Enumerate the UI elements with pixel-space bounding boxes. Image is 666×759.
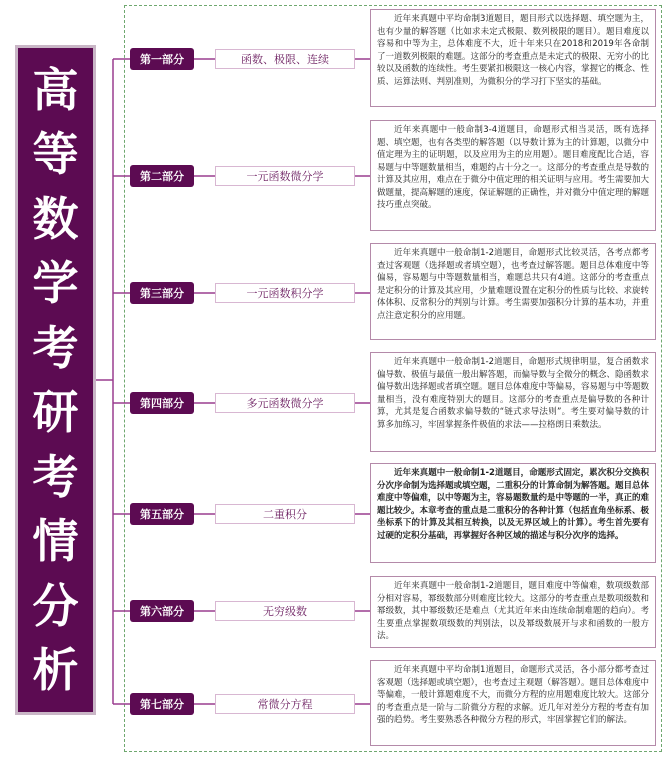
part-1-topic: 函数、极限、连续: [215, 49, 355, 69]
part-1-description: 近年来真题中平均命制3道题目，题目形式以选择题、填空题为主，也有少量的解答题（比如求未定式极限、数列极限的题目）。题目难度以容易和中等为主，总体难度不大，近十年来只在2018和2019年各命制了一道数列极限的难题。这部分的考查重点是未定式的极限、无穷小的比较以及函数的连续性。考生要紧扣极限这一核心内容，掌握它的概念、性质、运算法则、判别准则，为微积分的学习打下坚实的基础。: [370, 9, 656, 107]
part-4-description: 近年来真题中一般命制1-2道题目，命题形式规律明显，复合函数求偏导数、极值与最值一般出解答题，而偏导数与全微分的概念、隐函数求偏导数出选择题或者填空题。题目总体难度中等偏易，容易题与中等题数量相当，没有难度特别大的题目。这部分的考查重点是偏导数的各种计算，尤其是复合函数求偏导数的“链式求导法则”。考生要对偏导数的计算多加练习，牢固掌握条件极值的求法——拉格朗日乘数法。: [370, 352, 656, 452]
part-5-label: 第五部分: [130, 503, 194, 525]
title-char: 析: [32, 643, 79, 698]
title-char: 考: [32, 449, 79, 504]
part-4-topic: 多元函数微分学: [215, 393, 355, 413]
title-char: 研: [32, 385, 79, 440]
part-4-label: 第四部分: [130, 392, 194, 414]
part-7-description: 近年来真题中平均命制1道题目，命题形式灵活，各小部分都考查过客观题（选择题或填空题），也考查过主观题（解答题）。题目总体难度中等偏难，一般计算题难度不大，而微分方程的应用题难度比较大。这部分的考查重点是一阶与二阶微分方程的求解。近几年对差分方程的考查有加强的趋势。考生要熟悉各种微分方程的形式，牢固掌握它们的解法。: [370, 660, 656, 746]
part-6-label: 第六部分: [130, 600, 194, 622]
part-6-description: 近年来真题中一般命制1-2道题目，题目难度中等偏难，数项级数部分相对容易，幂级数部分则难度比较大。这部分的考查重点是数项级数和幂级数，其中幂级数还是难点（尤其近年来由连续命制难题的趋向）。考生要重点掌握数项级数的判别法，以及幂级数展开与求和函数的一般方法。: [370, 576, 656, 648]
title-char: 分: [32, 578, 79, 633]
part-3-topic: 一元函数积分学: [215, 283, 355, 303]
part-3-description: 近年来真题中一般命制1-2道题目，命题形式比较灵活，各考点都考查过客观题（选择题或者填空题），也考查过解答题。题目总体难度中等偏易，容易题与中等题数量相当，难题总共只有4道。这部分的考查重点是定积分的计算及其应用，少量难题设置在定积分的性质与比较、求旋转体体积、反常积分的判别与计算。考生需要加强积分计算的基本功，并重点注意定积分的应用题。: [370, 243, 656, 340]
part-5-description: 近年来真题中一般命制1-2道题目，命题形式固定，累次积分交换积分次序命制为选择题或填空题，二重积分的计算命制为解答题。题目总体难度中等偏难，以中等题为主，容易题数量约是中等题的一半，真正的难题比较少。本章考查的重点是二重积分的各种计算（包括直角坐标系、极坐标系下的计算及其相互转换，以及无界区域上的计算）。考生首先要有过硬的定积分基础，再掌握好各种区域的描述与积分次序的选择。: [370, 463, 656, 563]
part-5-topic: 二重积分: [215, 504, 355, 524]
part-7-label: 第七部分: [130, 693, 194, 715]
part-7-topic: 常微分方程: [215, 694, 355, 714]
title-char: 等: [32, 127, 79, 182]
part-3-label: 第三部分: [130, 282, 194, 304]
title-char: 情: [32, 514, 79, 569]
title-char: 考: [32, 320, 79, 375]
title-char: 数: [32, 191, 79, 246]
part-2-topic: 一元函数微分学: [215, 166, 355, 186]
part-2-description: 近年来真题中一般命制3-4道题目，命题形式相当灵活，既有选择题、填空题，也有各类型的解答题（以导数计算为主的计算题，以微分中值定理为主的证明题，以及应用为主的应用题）。题目难度配比合适，容易题与中等题数量相当，难题约占十分之一。这部分的考查重点是导数的计算及其应用，难点在于微分中值定理的相关证明与应用。考生需要加大做题量，提高解题的速度，保证解题的正确性，并对微分中值定理的解题技巧重点突破。: [370, 120, 656, 231]
part-2-label: 第二部分: [130, 165, 194, 187]
main-title: [15, 45, 96, 715]
title-char: 学: [32, 256, 79, 311]
title-char: 高: [32, 62, 79, 117]
part-6-topic: 无穷级数: [215, 601, 355, 621]
part-1-label: 第一部分: [130, 48, 194, 70]
